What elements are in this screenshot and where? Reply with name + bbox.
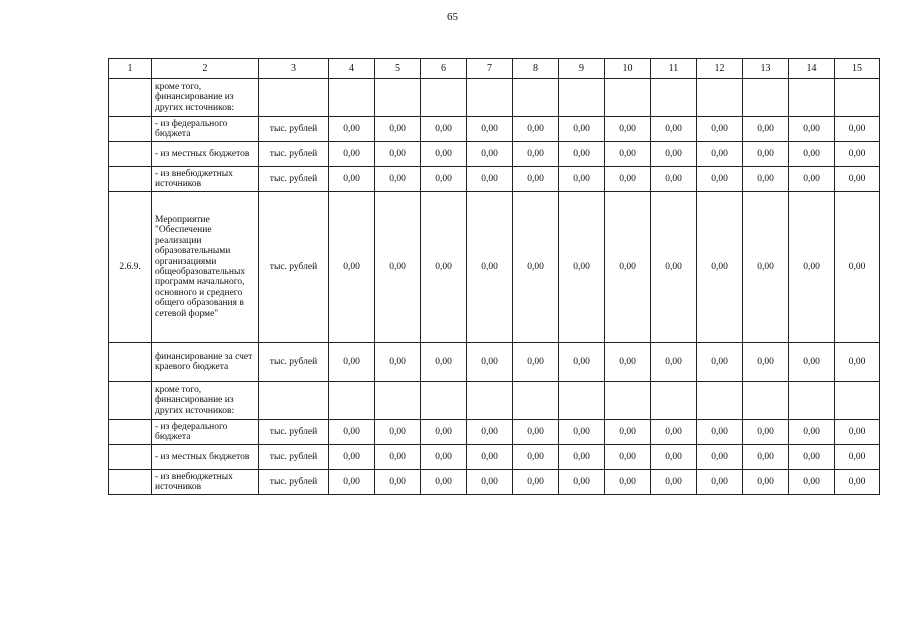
- value-cell: [605, 79, 651, 117]
- value-cell: 0,00: [789, 142, 835, 167]
- value-cell: 0,00: [375, 445, 421, 470]
- value-cell: 0,00: [467, 117, 513, 142]
- value-cell: 0,00: [789, 420, 835, 445]
- value-cell: 0,00: [697, 343, 743, 382]
- value-cell: 0,00: [835, 167, 880, 192]
- value-cell: 0,00: [513, 117, 559, 142]
- value-cell: 0,00: [743, 142, 789, 167]
- row-code-cell: [109, 117, 152, 142]
- value-cell: 0,00: [421, 445, 467, 470]
- value-cell: 0,00: [329, 445, 375, 470]
- header-cell: 9: [559, 59, 605, 79]
- value-cell: 0,00: [375, 470, 421, 495]
- row-unit-cell: тыс. рублей: [259, 192, 329, 343]
- row-unit-cell: тыс. рублей: [259, 470, 329, 495]
- value-cell: 0,00: [651, 192, 697, 343]
- value-cell: 0,00: [697, 470, 743, 495]
- value-cell: [513, 79, 559, 117]
- header-cell: 3: [259, 59, 329, 79]
- value-cell: 0,00: [375, 117, 421, 142]
- value-cell: 0,00: [329, 470, 375, 495]
- value-cell: 0,00: [421, 343, 467, 382]
- value-cell: 0,00: [513, 142, 559, 167]
- value-cell: 0,00: [697, 192, 743, 343]
- table-header-row: [109, 59, 880, 79]
- header-cell: 11: [651, 59, 697, 79]
- row-unit-cell: тыс. рублей: [259, 167, 329, 192]
- value-cell: 0,00: [697, 445, 743, 470]
- row-description-cell: - из местных бюджетов: [152, 445, 259, 470]
- value-cell: 0,00: [559, 167, 605, 192]
- value-cell: 0,00: [651, 445, 697, 470]
- value-cell: 0,00: [605, 167, 651, 192]
- value-cell: 0,00: [559, 343, 605, 382]
- row-code-cell: [109, 420, 152, 445]
- value-cell: [743, 79, 789, 117]
- value-cell: 0,00: [513, 445, 559, 470]
- value-cell: 0,00: [421, 470, 467, 495]
- budget-table: [108, 58, 880, 495]
- value-cell: 0,00: [467, 343, 513, 382]
- value-cell: [651, 382, 697, 420]
- value-cell: 0,00: [605, 445, 651, 470]
- value-cell: 0,00: [329, 192, 375, 343]
- row-unit-cell: тыс. рублей: [259, 420, 329, 445]
- value-cell: [835, 382, 880, 420]
- row-unit-cell: [259, 79, 329, 117]
- value-cell: 0,00: [421, 167, 467, 192]
- value-cell: 0,00: [789, 117, 835, 142]
- header-cell: 5: [375, 59, 421, 79]
- value-cell: 0,00: [605, 192, 651, 343]
- value-cell: 0,00: [467, 142, 513, 167]
- header-cell: 10: [605, 59, 651, 79]
- value-cell: 0,00: [375, 343, 421, 382]
- value-cell: 0,00: [559, 192, 605, 343]
- header-cell: 7: [467, 59, 513, 79]
- row-code-cell: [109, 343, 152, 382]
- header-cell: 14: [789, 59, 835, 79]
- header-cell: 8: [513, 59, 559, 79]
- value-cell: 0,00: [651, 343, 697, 382]
- value-cell: 0,00: [513, 470, 559, 495]
- value-cell: [467, 382, 513, 420]
- value-cell: 0,00: [467, 470, 513, 495]
- value-cell: 0,00: [559, 420, 605, 445]
- table-row: [109, 420, 880, 445]
- value-cell: 0,00: [743, 167, 789, 192]
- value-cell: [697, 79, 743, 117]
- page-number: 65: [447, 11, 458, 23]
- header-cell: 2: [152, 59, 259, 79]
- value-cell: 0,00: [375, 192, 421, 343]
- value-cell: [651, 79, 697, 117]
- value-cell: 0,00: [421, 142, 467, 167]
- value-cell: 0,00: [329, 117, 375, 142]
- value-cell: 0,00: [375, 142, 421, 167]
- value-cell: 0,00: [651, 470, 697, 495]
- header-cell: 6: [421, 59, 467, 79]
- value-cell: 0,00: [743, 420, 789, 445]
- value-cell: 0,00: [375, 167, 421, 192]
- value-cell: [375, 382, 421, 420]
- table-row: [109, 382, 880, 420]
- row-description-cell: финансирование за счет краевого бюджета: [152, 343, 259, 382]
- row-description-cell: - из внебюджетных источников: [152, 470, 259, 495]
- value-cell: 0,00: [605, 420, 651, 445]
- value-cell: 0,00: [513, 343, 559, 382]
- header-cell: 4: [329, 59, 375, 79]
- header-cell: 15: [835, 59, 880, 79]
- value-cell: 0,00: [743, 192, 789, 343]
- value-cell: 0,00: [743, 117, 789, 142]
- row-unit-cell: тыс. рублей: [259, 117, 329, 142]
- table-row: [109, 445, 880, 470]
- value-cell: 0,00: [329, 142, 375, 167]
- row-unit-cell: тыс. рублей: [259, 142, 329, 167]
- value-cell: 0,00: [375, 420, 421, 445]
- value-cell: [605, 382, 651, 420]
- value-cell: [375, 79, 421, 117]
- value-cell: 0,00: [421, 192, 467, 343]
- value-cell: [743, 382, 789, 420]
- row-description-cell: - из внебюджетных источников: [152, 167, 259, 192]
- value-cell: 0,00: [467, 192, 513, 343]
- value-cell: 0,00: [467, 167, 513, 192]
- value-cell: 0,00: [789, 343, 835, 382]
- value-cell: [789, 79, 835, 117]
- table-row: [109, 117, 880, 142]
- value-cell: 0,00: [513, 420, 559, 445]
- row-code-cell: 2.6.9.: [109, 192, 152, 343]
- value-cell: 0,00: [743, 343, 789, 382]
- header-cell: 12: [697, 59, 743, 79]
- value-cell: [559, 382, 605, 420]
- table-row: [109, 79, 880, 117]
- value-cell: 0,00: [743, 470, 789, 495]
- value-cell: 0,00: [605, 470, 651, 495]
- row-description-cell: Мероприятие "Обеспечение реализации образовательными организациями общеобразовательных программ начального, основного и среднего общего образования в сетевой форме": [152, 192, 259, 343]
- value-cell: 0,00: [835, 445, 880, 470]
- value-cell: 0,00: [789, 167, 835, 192]
- table-row: [109, 167, 880, 192]
- value-cell: 0,00: [789, 445, 835, 470]
- value-cell: 0,00: [835, 117, 880, 142]
- header-cell: 1: [109, 59, 152, 79]
- value-cell: 0,00: [513, 167, 559, 192]
- row-unit-cell: [259, 382, 329, 420]
- value-cell: 0,00: [835, 343, 880, 382]
- table-row: [109, 142, 880, 167]
- value-cell: [467, 79, 513, 117]
- value-cell: 0,00: [559, 445, 605, 470]
- value-cell: 0,00: [835, 470, 880, 495]
- value-cell: 0,00: [467, 445, 513, 470]
- row-description-cell: - из местных бюджетов: [152, 142, 259, 167]
- value-cell: 0,00: [697, 420, 743, 445]
- value-cell: [329, 79, 375, 117]
- row-code-cell: [109, 382, 152, 420]
- value-cell: 0,00: [835, 192, 880, 343]
- header-cell: 13: [743, 59, 789, 79]
- value-cell: 0,00: [467, 420, 513, 445]
- row-code-cell: [109, 167, 152, 192]
- table-row: [109, 192, 880, 343]
- row-description-cell: - из федерального бюджета: [152, 117, 259, 142]
- row-description-cell: кроме того, финансирование из других источников:: [152, 382, 259, 420]
- value-cell: [421, 382, 467, 420]
- value-cell: 0,00: [789, 470, 835, 495]
- value-cell: [559, 79, 605, 117]
- table-row: [109, 343, 880, 382]
- row-code-cell: [109, 79, 152, 117]
- value-cell: 0,00: [743, 445, 789, 470]
- row-description-cell: кроме того, финансирование из других источников:: [152, 79, 259, 117]
- row-code-cell: [109, 445, 152, 470]
- value-cell: [513, 382, 559, 420]
- value-cell: 0,00: [559, 470, 605, 495]
- value-cell: 0,00: [329, 167, 375, 192]
- value-cell: 0,00: [651, 117, 697, 142]
- value-cell: 0,00: [789, 192, 835, 343]
- row-unit-cell: тыс. рублей: [259, 445, 329, 470]
- value-cell: 0,00: [329, 343, 375, 382]
- value-cell: 0,00: [421, 117, 467, 142]
- row-unit-cell: тыс. рублей: [259, 343, 329, 382]
- value-cell: [835, 79, 880, 117]
- value-cell: 0,00: [697, 167, 743, 192]
- value-cell: 0,00: [421, 420, 467, 445]
- value-cell: [329, 382, 375, 420]
- value-cell: 0,00: [835, 142, 880, 167]
- value-cell: 0,00: [559, 142, 605, 167]
- value-cell: 0,00: [605, 343, 651, 382]
- value-cell: 0,00: [651, 167, 697, 192]
- value-cell: 0,00: [605, 117, 651, 142]
- value-cell: 0,00: [605, 142, 651, 167]
- value-cell: 0,00: [697, 142, 743, 167]
- value-cell: 0,00: [329, 420, 375, 445]
- value-cell: 0,00: [835, 420, 880, 445]
- row-code-cell: [109, 470, 152, 495]
- value-cell: [789, 382, 835, 420]
- row-code-cell: [109, 142, 152, 167]
- row-description-cell: - из федерального бюджета: [152, 420, 259, 445]
- value-cell: 0,00: [651, 420, 697, 445]
- table-row: [109, 470, 880, 495]
- value-cell: [697, 382, 743, 420]
- value-cell: 0,00: [697, 117, 743, 142]
- value-cell: 0,00: [513, 192, 559, 343]
- value-cell: 0,00: [651, 142, 697, 167]
- value-cell: [421, 79, 467, 117]
- value-cell: 0,00: [559, 117, 605, 142]
